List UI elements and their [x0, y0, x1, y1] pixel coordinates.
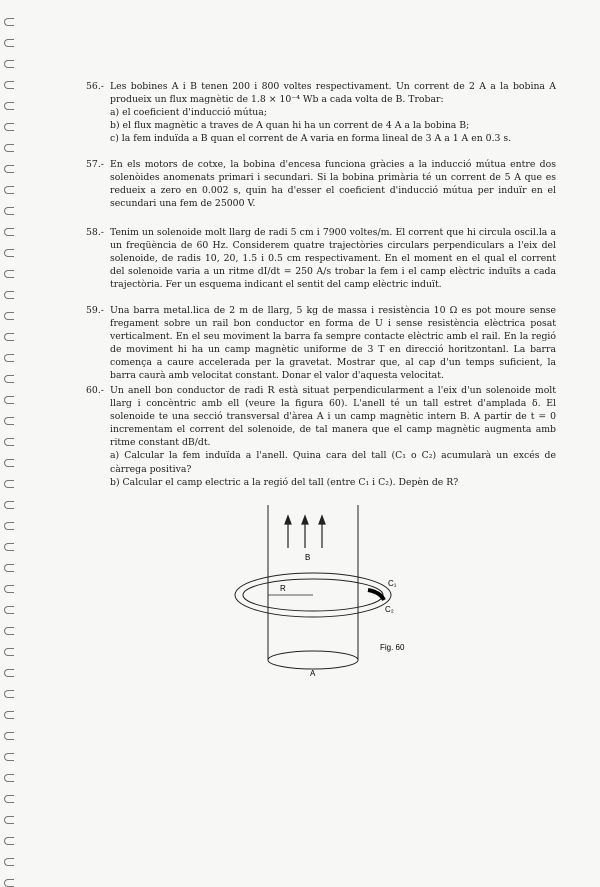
binding-ring — [4, 186, 14, 194]
binding-ring — [4, 564, 14, 572]
problem-number: 56.- — [86, 81, 104, 92]
binding-ring — [4, 816, 14, 824]
binding-ring — [4, 711, 14, 719]
problem-item-a: a) Calcular la fem induïda a l'anell. Quina cara del tall (C₁ o C₂) acumularà un excés de càrrega positiva? — [110, 450, 556, 475]
problem-text: Tenim un solenoide molt llarg de radi 5 cm i 7900 voltes/m. El corrent que hi circula oscil.la a un freqüència de 60 Hz. Considerem quatre trajectòries circulars perpendiculars a l'eix del solenoide, de radis 10, 20, 1.5 i 0.5 cm respectivament. En el moment en el qual el corrent del solenoide varia a un ritme dI/dt = 250 A/s trobar la fem i el camp elèctric induïts a cada trajectòria. Fer un esquema indicant el sentit del camp elèctric induït. — [110, 227, 556, 291]
problem-number: 60.- — [86, 385, 104, 396]
problem-56 — [86, 80, 556, 145]
problem-number: 57.- — [86, 159, 104, 170]
spiral-binding — [4, 18, 18, 838]
binding-ring — [4, 270, 14, 278]
problem-text: Un anell bon conductor de radi R està situat perpendicularment a l'eix d'un solenoide molt llarg i concèntric amb ell (veure la figura 60). L'anell té un tall estret d'amplada δ. El solenoide te una secció transversal d'àrea A i un camp magnètic intern B. A partir de t = 0 incrementam el corrent del solenoide, de tal manera que el camp magnètic augmenta amb ritme constant dB/dt. — [110, 385, 556, 449]
binding-ring — [4, 480, 14, 488]
binding-ring — [4, 753, 14, 761]
binding-ring — [4, 417, 14, 425]
radius-label: R — [280, 584, 286, 593]
binding-ring — [4, 501, 14, 509]
binding-ring — [4, 837, 14, 845]
binding-ring — [4, 438, 14, 446]
binding-ring — [4, 291, 14, 299]
binding-ring — [4, 60, 14, 68]
gap-face-c2-label: C₂ — [385, 605, 394, 614]
binding-ring — [4, 648, 14, 656]
problem-60 — [86, 384, 556, 489]
problem-item-a: a) el coeficient d'inducció mútua; — [110, 107, 267, 119]
binding-ring — [4, 858, 14, 866]
binding-ring — [4, 144, 14, 152]
gap-face-c1-label: C₁ — [388, 579, 397, 588]
binding-ring — [4, 585, 14, 593]
binding-ring — [4, 522, 14, 530]
binding-ring — [4, 39, 14, 47]
binding-ring — [4, 396, 14, 404]
binding-ring — [4, 123, 14, 131]
binding-ring — [4, 228, 14, 236]
binding-ring — [4, 249, 14, 257]
binding-ring — [4, 795, 14, 803]
binding-ring — [4, 690, 14, 698]
binding-ring — [4, 81, 14, 89]
field-label: B — [305, 553, 311, 562]
magnetic-field-arrows — [285, 516, 325, 548]
binding-ring — [4, 102, 14, 110]
area-label: A — [310, 669, 316, 678]
problem-text: En els motors de cotxe, la bobina d'encesa funciona gràcies a la inducció mútua entre dos solenòides anomenats primari i secundari. Si la bobina primària té un corrent de 5 A que es redueix a zero en 0.002 s, quin ha d'esser el coeficient d'inducció mútua per induïr en el secundari una fem de 25000 V. — [110, 159, 556, 210]
binding-ring — [4, 312, 14, 320]
figure-60 — [220, 500, 420, 700]
binding-ring — [4, 354, 14, 362]
problem-text: Les bobines A i B tenen 200 i 800 voltes respectivament. Un corrent de 2 A a la bobina A produeix un flux magnètic de 1.8 × 10⁻⁴ Wb a cada volta de B. Trobar: — [110, 81, 556, 106]
binding-ring — [4, 669, 14, 677]
binding-ring — [4, 879, 14, 887]
problem-58 — [86, 226, 556, 291]
figure-caption: Fig. 60 — [380, 643, 405, 652]
problem-item-c: c) la fem induïda a B quan el corrent de A varia en forma lineal de 3 A a 1 A en 0.3 s. — [110, 133, 512, 145]
binding-ring — [4, 375, 14, 383]
problem-text: Una barra metal.lica de 2 m de llarg, 5 kg de massa i resistència 10 Ω es pot moure sense fregament sobre un rail bon conductor en forma de U i sense resistència elèctrica posat verticalment. En el seu moviment la barra fa sempre contacte elèctric amb el rail. En la regió de moviment hi ha un camp magnètic uniforme de 3 T en direcció horitzontanl. La barra comença a caure accelerada per la gravetat. Mostrar que, al cap d'un temps suficient, la barra caurà amb velocitat constant. Donar el valor d'aquesta velocitat. — [110, 305, 556, 382]
problem-item-b: b) Calcular el camp electric a la regió del tall (entre C₁ i C₂). Depèn de R? — [110, 476, 459, 488]
binding-ring — [4, 606, 14, 614]
problem-59 — [86, 304, 556, 383]
problem-number: 58.- — [86, 227, 104, 238]
binding-ring — [4, 774, 14, 782]
problem-57 — [86, 158, 556, 210]
problem-item-b: b) el flux magnètic a traves de A quan hi ha un corrent de 4 A a la bobina B; — [110, 120, 470, 132]
binding-ring — [4, 207, 14, 215]
solenoid-ring-diagram — [220, 500, 420, 700]
binding-ring — [4, 333, 14, 341]
binding-ring — [4, 165, 14, 173]
problem-number: 59.- — [86, 305, 104, 316]
binding-ring — [4, 732, 14, 740]
binding-ring — [4, 627, 14, 635]
binding-ring — [4, 459, 14, 467]
binding-ring — [4, 18, 14, 26]
cross-section-ellipse — [268, 651, 358, 669]
binding-ring — [4, 543, 14, 551]
